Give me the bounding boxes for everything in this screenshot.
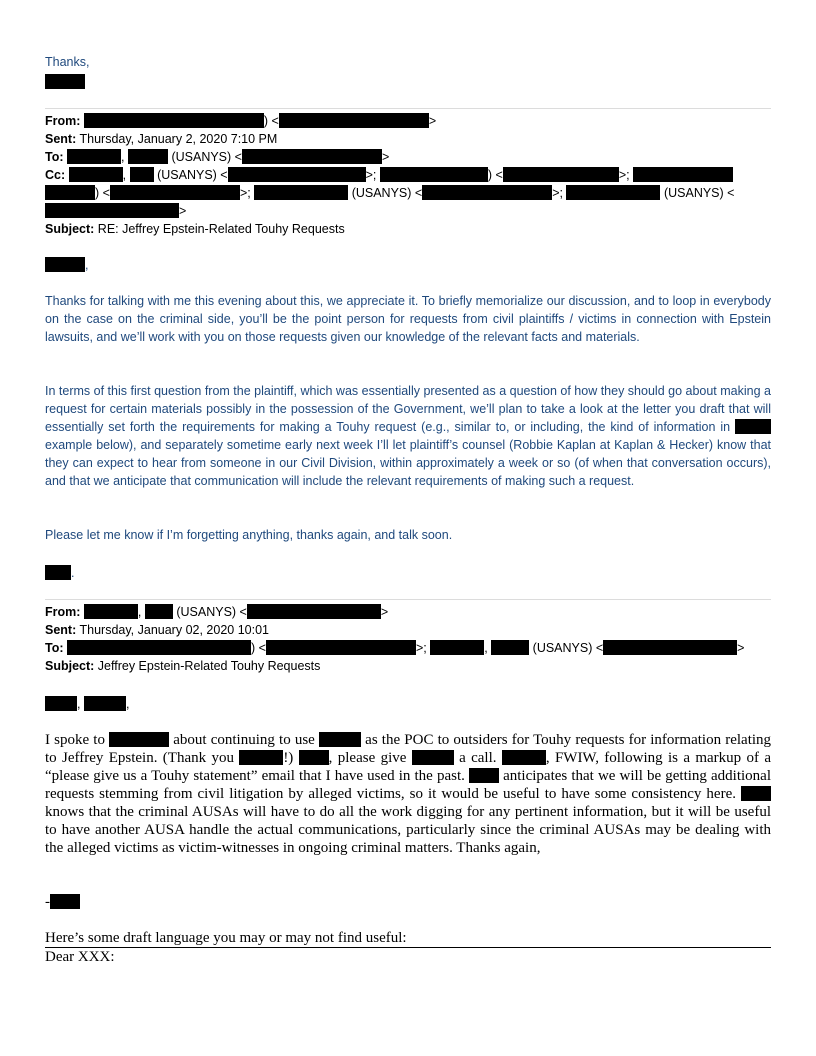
email1-signature: . [45,564,74,582]
redaction [603,640,737,655]
email1-paragraph-3: Please let me know if I’m forgetting anything, thanks again, and talk soon. [45,528,453,542]
subject-value: Jeffrey Epstein-Related Touhy Requests [97,659,321,673]
redaction [503,167,619,182]
email1-cc-line-3: > [45,202,186,220]
redaction [109,732,169,747]
redaction [279,113,429,128]
email1-cc-line: Cc: , (USANYS) < >; ) < >; [45,166,733,184]
redaction [633,167,733,182]
redaction [491,640,529,655]
redacted-signature [45,74,85,89]
redaction [228,167,366,182]
subject-value: RE: Jeffrey Epstein-Related Touhy Requests [97,222,345,236]
email2-from-line: From: , (USANYS) < > [45,605,389,619]
email2-signature: - [45,893,80,911]
redaction [67,640,251,655]
email1-cc-line-2: ) < >; (USANYS) < >; (USANYS) < [45,184,734,202]
redaction [110,185,240,200]
email2-body: I spoke to about continuing to use as the POC to outsiders for Touhy requests for information relating to Jeffrey Epstein. (Thank you !) , please give a call. , FWIW, following is a markup of a “please give us a Touhy statement” email that I have used in the past. anticipates that we will be getting additional requests stemming from civil litigation by alleged victims, so it would be useful to have some consistency here. knows that the criminal AUSAs will have to do all the work digging for any pertinent information, but it will be useful to have another AUSA handle the actual communications, particularly since the criminal AUSAs may be dealing with the alleged victims as victim-witnesses in ongoing criminal matters. Thanks again, [45,732,772,856]
redaction [84,696,126,711]
redaction [299,750,329,765]
email1-sent-line [45,130,277,148]
redaction [130,167,154,182]
redaction [67,149,121,164]
redaction [380,167,488,182]
redaction [254,185,348,200]
email2-greeting: , , [45,695,129,713]
email2-to-line: To: ) < >; , (USANYS) < > [45,641,745,655]
email2-sent-line [45,621,269,639]
divider [45,108,771,109]
redaction [502,750,546,765]
divider [45,599,771,600]
redaction [45,203,179,218]
redaction [319,732,361,747]
draft-salutation: Dear XXX: [45,949,115,965]
email1-paragraph-1: Thanks for talking with me this evening about this, we appreciate it. To briefly memorialize our discussion, and to loop in everybody on the case on the criminal side, you’ll be the point person for requests from civil plaintiffs / victims in connection with Epstein lawsuits, and we’ll work with you on those requests given our knowledge of the relevant facts and materials. [45,294,771,344]
email1-from-line: From: ) < > [45,114,437,128]
redaction [566,185,660,200]
redaction [430,640,484,655]
email1-paragraph-2: In terms of this first question from the plaintiff, which was essentially presented as a question of how they should go about making a request for certain materials possibly in the possession of the Government, we’ll plan to take a look at the letter you draft that will essentially set forth the requirements for making a Touhy request (e.g., similar to, or including, the kind of information in example below), and separately sometime early next week I’ll let plaintiff’s counsel (Robbie Kaplan at Kaplan & Hecker) know that they can expect to hear from someone in our Civil Division, within approximately a week or so (of when that conversation occurs), and that we anticipate that communication will include the relevant requirements of making such a request. [45,384,771,488]
subject-label: Subject: [45,659,95,673]
redaction [469,768,499,783]
redaction [247,604,381,619]
redaction [45,185,95,200]
redaction [422,185,552,200]
redaction [239,750,283,765]
email1-subject-line [45,220,345,238]
redaction [242,149,382,164]
from-label: From: [45,605,81,619]
redaction [128,149,168,164]
to-label: To: [45,150,64,164]
sent-value: Thursday, January 2, 2020 7:10 PM [79,132,278,146]
sent-value: Thursday, January 02, 2020 10:01 [79,623,269,637]
draft-intro: Here’s some draft language you may or may not find useful: [45,929,771,948]
redaction [735,419,771,434]
redaction [45,696,77,711]
subject-label: Subject: [45,222,95,236]
signoff-thanks: Thanks, [45,55,90,69]
from-label: From: [45,114,81,128]
redaction [741,786,771,801]
redaction [45,257,85,272]
redaction [84,604,138,619]
email2-subject-line [45,657,320,675]
redaction [266,640,416,655]
to-label: To: [45,641,64,655]
sent-label: Sent: [45,132,77,146]
email1-to-line: To: , (USANYS) < > [45,150,390,164]
cc-label: Cc: [45,168,66,182]
redaction [145,604,173,619]
redaction [45,565,71,580]
redaction [50,894,80,909]
redaction [84,113,264,128]
email1-greeting: , [45,256,88,274]
redaction [412,750,454,765]
sent-label: Sent: [45,623,77,637]
redaction [69,167,123,182]
